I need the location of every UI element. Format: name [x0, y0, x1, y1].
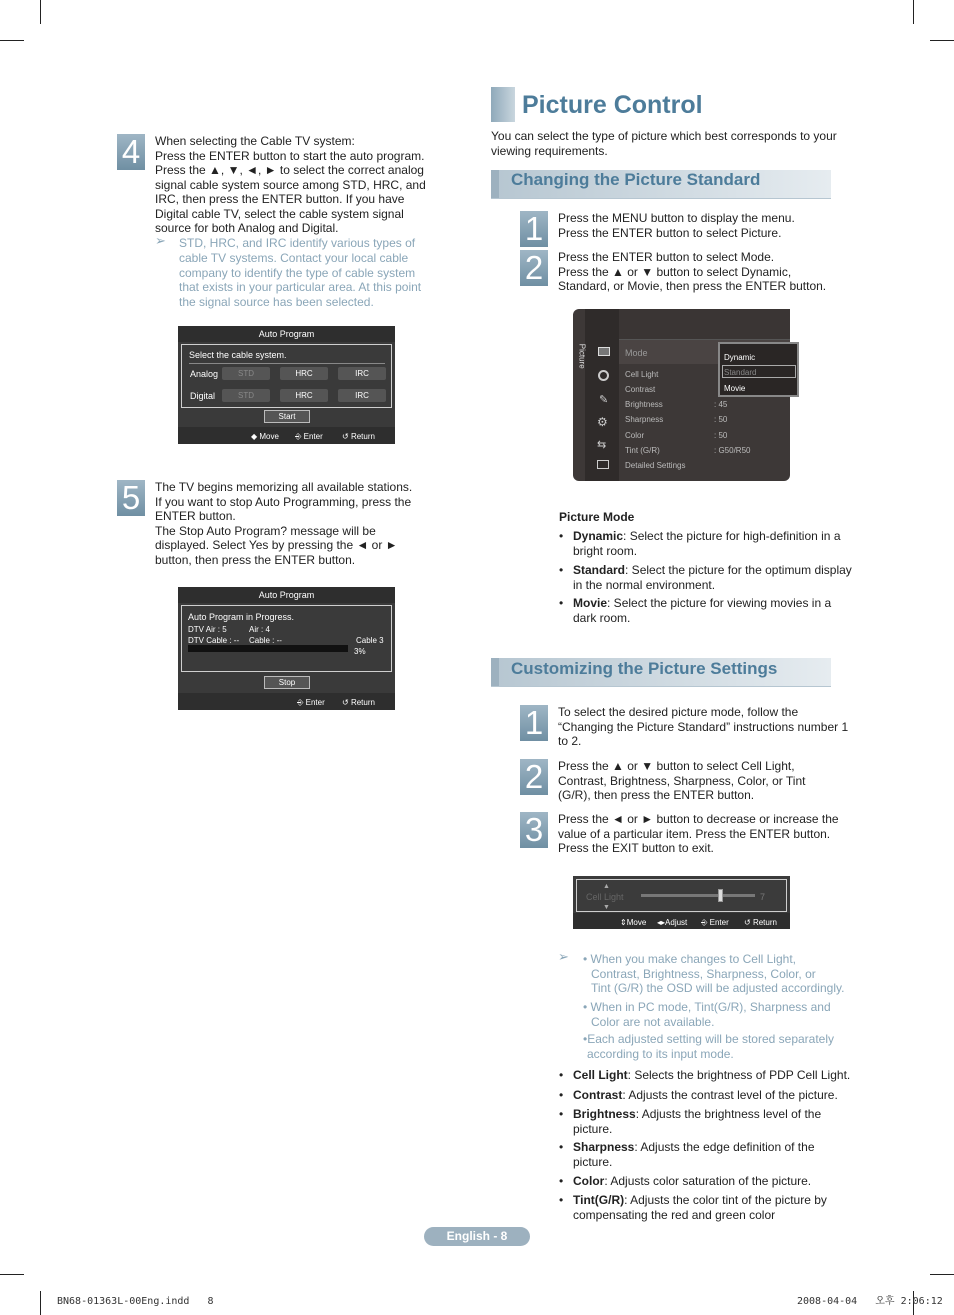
note-arrow-icon: ➢ [558, 949, 569, 964]
step-number: 3 [520, 812, 548, 848]
step-number: 2 [520, 759, 548, 795]
stop-button[interactable]: Stop [264, 676, 310, 689]
custom-step-1: To select the desired picture mode, follow the “Changing the Picture Standard” instructions number 1 to 2. [558, 705, 849, 748]
return-icon: ↺ [744, 918, 753, 927]
picture-mode-heading: Picture Mode [559, 510, 635, 524]
crop-mark [0, 1274, 24, 1275]
move-icon: ⇕ [620, 918, 627, 927]
section-underline [491, 686, 831, 687]
sound-icon [598, 370, 609, 381]
osd-prompt: Select the cable system. [189, 350, 287, 360]
cable-count: Cable : -- [249, 636, 282, 645]
setup-icon: ⚙ [597, 415, 608, 429]
slider-down-icon: ▼ [603, 904, 610, 911]
crop-mark [0, 40, 24, 41]
step-5-text: The TV begins memorizing all available stations. If you want to stop Auto Programming, press the ENTER button. The Stop Auto Program? message will be displayed. Select Yes by pressing the ◄ or ► button, then press the ENTER button. [155, 480, 413, 567]
analog-irc-option[interactable]: IRC [338, 367, 386, 380]
return-hint: ↺ Return [744, 918, 777, 927]
return-icon: ↺ [342, 432, 351, 441]
slider-up-icon: ▲ [603, 883, 610, 890]
progress-status: Auto Program in Progress. [188, 612, 295, 622]
start-button[interactable]: Start [264, 410, 310, 423]
step-number: 1 [520, 211, 548, 247]
dtv-cable-count: DTV Cable : -- [188, 636, 240, 645]
popup-option-dynamic[interactable]: Dynamic [724, 353, 756, 362]
enter-hint: ⎆ Enter [701, 918, 729, 927]
crop-mark [40, 0, 41, 24]
popup-option-movie[interactable]: Movie [724, 384, 746, 393]
crop-mark [930, 1274, 954, 1275]
footer-file-info: BN68-01363L-00Eng.indd 8 [57, 1296, 214, 1307]
popup-option-standard[interactable]: Standard [722, 365, 796, 378]
menu-value: : G50/R50 [714, 446, 751, 455]
input-icon: ⇆ [597, 439, 607, 451]
menu-item[interactable]: Detailed Settings [625, 461, 686, 470]
section-accent [491, 658, 499, 686]
page-title: Picture Control [522, 91, 703, 119]
enter-icon: ⎆ [701, 918, 710, 927]
digital-label: Digital [190, 391, 216, 401]
menu-item[interactable]: Sharpness [625, 415, 664, 424]
title-bar-accent [491, 87, 515, 122]
mode-popup [718, 342, 799, 397]
analog-label: Analog [190, 369, 219, 379]
adjust-icon: ◂▸ [657, 918, 666, 927]
slider-handle[interactable] [718, 889, 723, 902]
auto-program-progress-osd [178, 587, 395, 710]
enter-hint: ⎆ Enter [295, 432, 323, 441]
footer-timestamp: 2008-04-04 오후 2:06:12 [797, 1296, 943, 1307]
osd-title: Auto Program [178, 326, 395, 342]
menu-value: : 45 [714, 400, 728, 409]
return-icon: ↺ [342, 698, 351, 707]
move-hint: ⇕Move [620, 918, 647, 927]
progress-percent: 3% [354, 647, 366, 656]
page-number-badge: English - 8 [424, 1227, 530, 1246]
step-4-note: STD, HRC, and IRC identify various types of cable TV systems. Contact your local cable company to identify the type of cable system that exists in your particular area. At this point the signal source has been selected. [179, 236, 422, 310]
dtv-air-count: DTV Air : 5 [188, 625, 227, 634]
digital-hrc-option[interactable]: HRC [280, 389, 328, 402]
menu-value: : 50 [714, 431, 728, 440]
cell-light-slider-osd [573, 876, 790, 929]
menu-item[interactable]: Cell Light [625, 370, 659, 379]
enter-hint: ⎆ Enter [297, 698, 325, 707]
menu-item[interactable]: Contrast [625, 385, 656, 394]
step-number: 1 [520, 705, 548, 741]
menu-item[interactable]: Brightness [625, 400, 663, 409]
section-accent [491, 170, 499, 198]
osd-title: Auto Program [178, 587, 395, 603]
settings-note: •Each adjusted setting will be stored separately according to its input mode. [583, 1032, 835, 1061]
enter-icon: ⎆ [297, 698, 306, 707]
custom-step-3: Press the ◄ or ► button to decrease or increase the value of a particular item. Press the ENTER button. Press the EXIT button to exit. [558, 812, 839, 855]
osd-divider [189, 363, 385, 364]
crop-mark [913, 0, 914, 24]
picture-menu-osd [573, 309, 790, 481]
digital-std-option[interactable]: STD [222, 389, 270, 402]
application-icon [597, 460, 609, 469]
standard-step-1: Press the MENU button to display the menu. Press the ENTER button to select Picture. [558, 211, 795, 240]
slider-label: Cell Light [586, 892, 624, 902]
step-4-text: When selecting the Cable TV system: Press the ENTER button to start the auto program. Press the ▲, ▼, ◄, ► to select the correct analog signal cable system source among STD, HRC, and IRC, then press the ENTER button. If you have Digital cable TV, select the cable system signal source for both Analog and Digital. [155, 134, 426, 235]
menu-item[interactable]: Color [625, 431, 645, 440]
slider-value: 7 [760, 892, 766, 902]
menu-item[interactable]: Tint (G/R) [625, 446, 660, 455]
move-hint: ◆ Move [251, 432, 279, 441]
custom-step-2: Press the ▲ or ▼ button to select Cell Light, Contrast, Brightness, Sharpness, Color, or Tint (G/R), then press the ENTER button. [558, 759, 806, 802]
progress-bar [188, 645, 348, 652]
return-hint: ↺ Return [342, 432, 375, 441]
adjust-hint: ◂▸Adjust [657, 918, 688, 927]
channel-icon: ✎ [599, 394, 609, 406]
step-number: 5 [117, 480, 145, 516]
settings-note: • When you make changes to Cell Light, Contrast, Brightness, Sharpness, Color, or Tint (G/R) the OSD will be adjusted accordingly. [583, 952, 845, 995]
osd-panel [181, 344, 392, 408]
step-number: 2 [520, 250, 548, 286]
settings-note: • When in PC mode, Tint(G/R), Sharpness and Color are not available. [583, 1000, 831, 1029]
mode-label: Mode [625, 348, 648, 358]
menu-top-band [619, 309, 790, 340]
note-arrow-icon: ➢ [155, 233, 166, 248]
analog-std-option[interactable]: STD [222, 367, 270, 380]
menu-side-label: Picture [577, 343, 587, 369]
digital-irc-option[interactable]: IRC [338, 389, 386, 402]
intro-text: You can select the type of picture which best corresponds to your viewing requirements. [491, 129, 837, 158]
step-number: 4 [117, 134, 145, 170]
air-count: Air : 4 [249, 625, 270, 634]
analog-hrc-option[interactable]: HRC [280, 367, 328, 380]
menu-value: : 50 [714, 415, 728, 424]
slider-track[interactable] [641, 894, 755, 897]
picture-icon [598, 347, 610, 356]
enter-icon: ⎆ [295, 432, 304, 441]
section-title-standard: Changing the Picture Standard [511, 170, 761, 189]
osd-panel [181, 605, 392, 672]
section-title-customizing: Customizing the Picture Settings [511, 659, 778, 678]
return-hint: ↺ Return [342, 698, 375, 707]
auto-program-osd [178, 326, 395, 444]
current-channel: Cable 3 [356, 636, 384, 645]
crop-mark [40, 1291, 41, 1315]
crop-mark [930, 40, 954, 41]
standard-step-2: Press the ENTER button to select Mode. Press the ▲ or ▼ button to select Dynamic, Standard, or Movie, then press the ENTER button. [558, 250, 827, 293]
section-underline [491, 198, 831, 199]
